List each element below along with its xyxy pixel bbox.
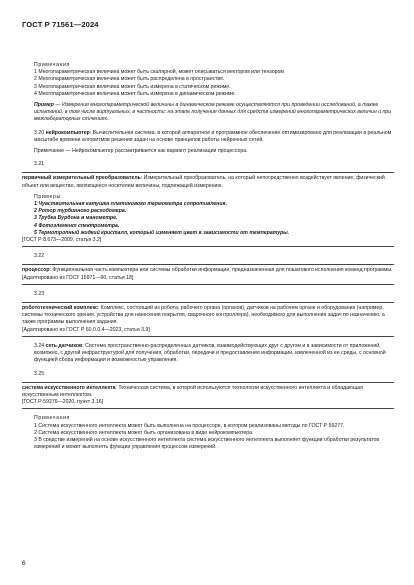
- term-note: Примечание — Нейрокомпьютер рассматривается как вариант реализации процессора.: [34, 148, 248, 155]
- term-definition: : Функциональная часть компьютера или системы обработки информации, предназначенная для пошагового исполнения команд программы.: [49, 267, 393, 274]
- term-3-23: [22, 305, 394, 327]
- term-3-20: [22, 130, 394, 144]
- term-3-25: [22, 385, 394, 399]
- term-name: робототехнический комплекс: [22, 305, 98, 312]
- note-item: 2 Система искусственного интеллекта может быть организована в виде нейрокомпьютера.: [34, 429, 254, 436]
- term-definition: : Измерительный преобразователь, на который непосредственно воздействует явление, физический объект или вещество, являющееся носителем величины, подлежащей измерению.: [22, 175, 385, 189]
- document-body: [22, 62, 394, 451]
- term-definition: : Техническая система, в которой используются технологии искусственного интеллекта и обладающая искусственным интеллектом.: [22, 384, 363, 398]
- term-definition: : Комплекс, состоящий из робота, рабочего органа (органов), датчиков на рабочем органе и оборудования (например, системы технического зрения, устройства для нанесения покрытия, сварочного контроллера), необходимого для выполнения задач по назначению, а также программы выполнения задания.: [22, 305, 385, 326]
- term-box-3-23: [22, 302, 394, 337]
- notes-label: Примечания: [34, 62, 70, 68]
- term-number-3-21: 3.21: [34, 161, 45, 168]
- term-number-3-23: 3.23: [34, 290, 45, 297]
- term-box-3-21: [22, 172, 394, 247]
- source-reference: [ГОСТ Р 59276—2020, пункт 3.16]: [22, 399, 104, 406]
- note-item: 3 Многопараметрическая величина может быть измерена в статическом режиме.: [34, 83, 231, 90]
- term-name: первичный измерительный преобразователь: [22, 175, 141, 182]
- source-reference: [Адаптировано из ГОСТ 15971—90, статья 18]: [22, 274, 134, 281]
- term-definition: : Вычислительная система, в которой аппаратное и программное обеспечение оптимизировано для реализации в реальном масштабе времени алгоритмов решения задач на основе принципов работы нейронных сетей.: [34, 129, 392, 143]
- example-lead: Пример: [34, 102, 54, 109]
- page-number: 6: [22, 560, 26, 567]
- example-item: 4 Фотоэлемент спектрометра.: [34, 222, 120, 229]
- term-3-21: [22, 175, 394, 189]
- note-item: 1 Система искусственного интеллекта может быть выполнена на процессоре, в котором реализованы методы по ГОСТ Р 59277.: [34, 422, 345, 429]
- examples-label: Примеры: [34, 193, 61, 200]
- example-item: 3 Трубка Бурдона в манометре.: [34, 215, 118, 222]
- term-3-24: [22, 343, 394, 365]
- example-item: 5 Термотропный жидкий кристалл, который изменяет цвет в зависимости от температуры.: [34, 229, 290, 236]
- term-number-3-22: 3.22: [34, 253, 45, 260]
- source-reference: [ГОСТ Р 8.673—2009, статья 3.2]: [22, 237, 102, 244]
- term-name: сеть датчиков: [45, 342, 83, 349]
- term-number-3-25: 3.25: [34, 370, 45, 377]
- page-header-title: ГОСТ Р 71561—2024: [22, 20, 99, 29]
- term-name: система искусственного интеллекта: [22, 384, 116, 391]
- term-number: 3.24: [34, 342, 45, 349]
- source-reference: [Адаптировано из ГОСТ Р 60.0.0.4—2023, статья 3.9]: [22, 326, 150, 333]
- example-item: 2 Ротор турбинного расходомера.: [34, 208, 127, 215]
- note-item: 4 Многопараметрическая величина может быть измерена в динамическом режиме.: [34, 90, 236, 97]
- term-number: 3.20: [34, 129, 45, 136]
- notes-label: Примечания: [34, 415, 70, 422]
- term-name: процессор: [22, 267, 50, 274]
- term-3-22: [22, 267, 394, 274]
- note-item: 3 В средстве измерений на основе искусственного интеллекта система искусственного интеллекта выполняет функции обработки результатов измерений и может выполнять функции управления процессом измерений.: [34, 436, 380, 451]
- example-paragraph: [22, 102, 394, 124]
- note-item: 1 Многопараметрическая величина может быть скалярной, может описываться вектором или тензором: [34, 69, 284, 76]
- term-name: нейрокомпьютер: [45, 129, 90, 136]
- term-box-3-22: [22, 264, 394, 284]
- note-item: 2 Многопараметрическая величина может быть распределена в пространстве.: [34, 76, 225, 83]
- term-definition: : Система пространственно-распределенных датчиков, взаимодействующих друг с другом и в зависимости от приложений, возможно, с другой инфраструктурой для получения, обработки, передачи и предоставления информации, извлеченной из ее среды, с основной функцией сбора информации и возможностью управления.: [34, 342, 386, 364]
- term-box-3-25: [22, 382, 394, 410]
- example-item: 1 Чувствительная катушка платинового термометра сопротивления.: [34, 201, 228, 208]
- example-text: — Измерения многопараметрической величины в динамическом режиме осуществляются при проведении исследований, а также испытаний, в том числе виртуальных, в частности: на этапе получения данных для средств измерений многопараметрических величин и при межлабораторных сличениях.: [34, 102, 392, 123]
